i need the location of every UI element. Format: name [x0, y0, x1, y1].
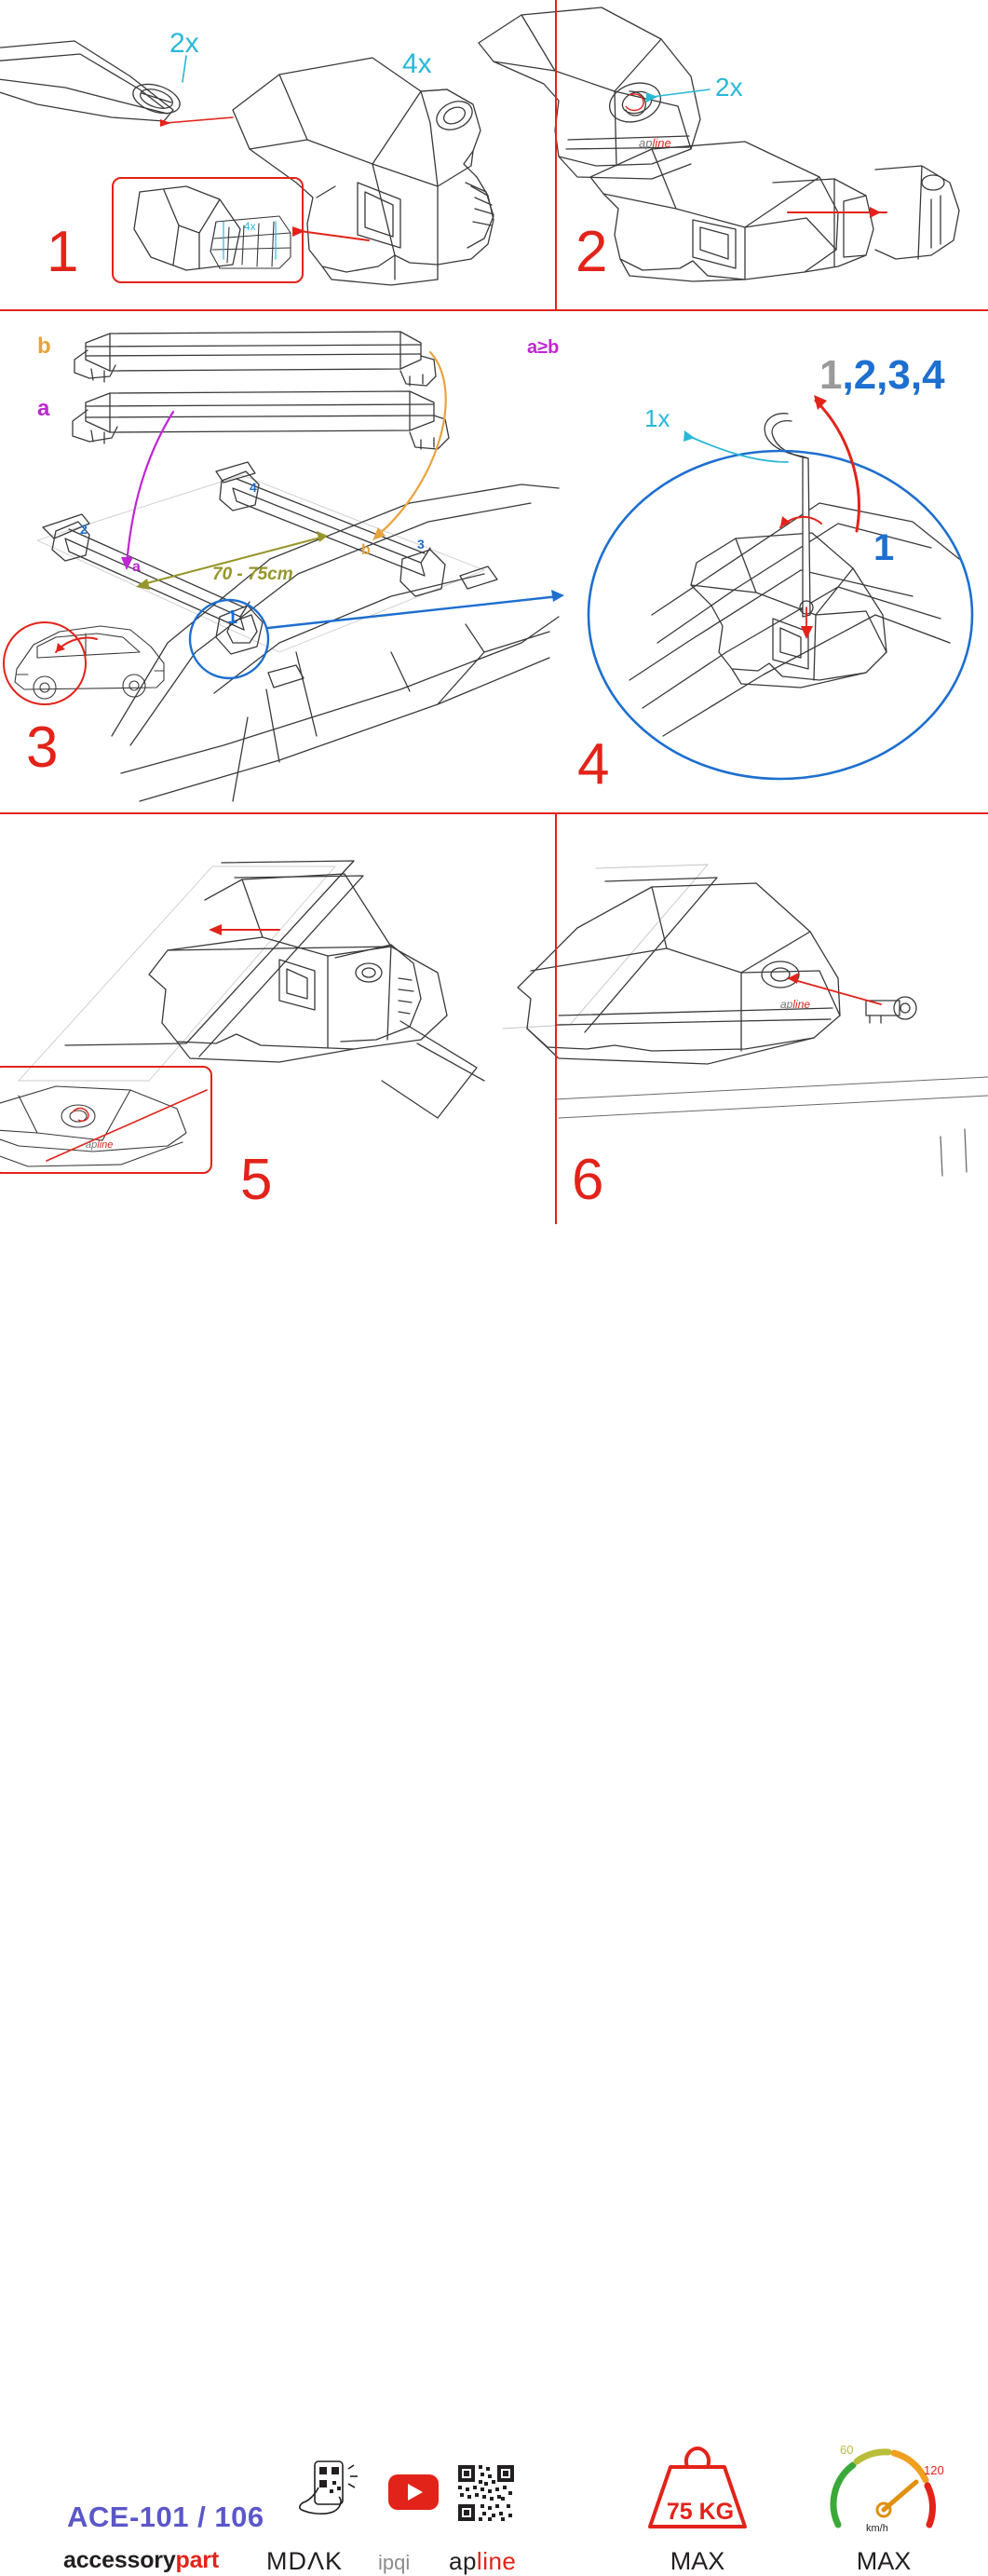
step-number-2: 2 — [575, 220, 609, 284]
step-1-detail-inset — [112, 177, 304, 283]
position-label-b: b — [361, 542, 371, 558]
detail-step-label: 1 — [873, 527, 895, 568]
weight-max-label: MAX — [670, 2547, 725, 2575]
step-number-4: 4 — [577, 732, 611, 797]
brand-ipqi: ipqi — [378, 2551, 411, 2574]
section-divider-vertical-top — [555, 0, 557, 309]
step-number-3: 3 — [26, 716, 60, 780]
distance-label: 70 - 75cm — [212, 565, 293, 584]
condition-label: a≥b — [527, 337, 560, 358]
svg-text:apline: apline — [639, 136, 671, 150]
gauge-tick-high: 120 — [924, 2463, 944, 2477]
gauge-unit-label: km/h — [866, 2523, 888, 2534]
youtube-icon[interactable] — [387, 2473, 440, 2512]
model-code: ACE-101 / 106 — [67, 2501, 264, 2533]
sequence-first: 1 — [819, 352, 843, 398]
gauge-tick-low: 60 — [840, 2443, 854, 2457]
brand-mdak: MDΛK — [266, 2547, 344, 2575]
corner-label-2: 2 — [80, 522, 88, 537]
brand-accessorypart — [63, 2547, 219, 2574]
qr-code-icon[interactable] — [456, 2463, 516, 2523]
weight-limit-value: 75 KG — [666, 2499, 735, 2525]
quantity-label-cover: 2x — [715, 73, 743, 102]
quantity-label-foot: 4x — [402, 48, 432, 79]
svg-text:apline: apline — [780, 998, 811, 1011]
brand-apline-part2: line — [476, 2547, 517, 2575]
tool-quantity-label: 1x — [644, 404, 670, 432]
position-label-a: a — [132, 559, 141, 575]
qr-phone-icon[interactable] — [296, 2460, 369, 2525]
corner-label-3: 3 — [417, 537, 425, 552]
brand-apline — [449, 2547, 516, 2576]
quantity-label-pad: 4x — [244, 220, 256, 233]
svg-text:apline: apline — [86, 1139, 114, 1151]
section-divider-vertical-bottom — [555, 814, 557, 1224]
corner-label-4: 4 — [250, 480, 257, 495]
step-5-detail-inset — [0, 1066, 212, 1174]
bar-label-b: b — [37, 334, 51, 359]
quantity-label-bar: 2x — [169, 28, 199, 59]
brand-accessorypart-part2: part — [175, 2547, 219, 2573]
brand-accessorypart-part1: accessory — [63, 2547, 176, 2573]
speed-max-label: MAX — [856, 2547, 912, 2575]
step-number-5: 5 — [240, 1148, 274, 1212]
bar-label-a: a — [37, 396, 50, 421]
step-number-6: 6 — [572, 1148, 605, 1212]
sequence-rest: ,2,3,4 — [842, 352, 945, 398]
step-number-1: 1 — [47, 220, 80, 284]
footer — [0, 1224, 988, 2575]
section-divider-2 — [0, 812, 988, 814]
section-divider-1 — [0, 309, 988, 311]
tightening-sequence-label — [819, 352, 945, 399]
corner-label-1: 1 — [227, 607, 238, 628]
brand-apline-part1: ap — [449, 2547, 477, 2575]
